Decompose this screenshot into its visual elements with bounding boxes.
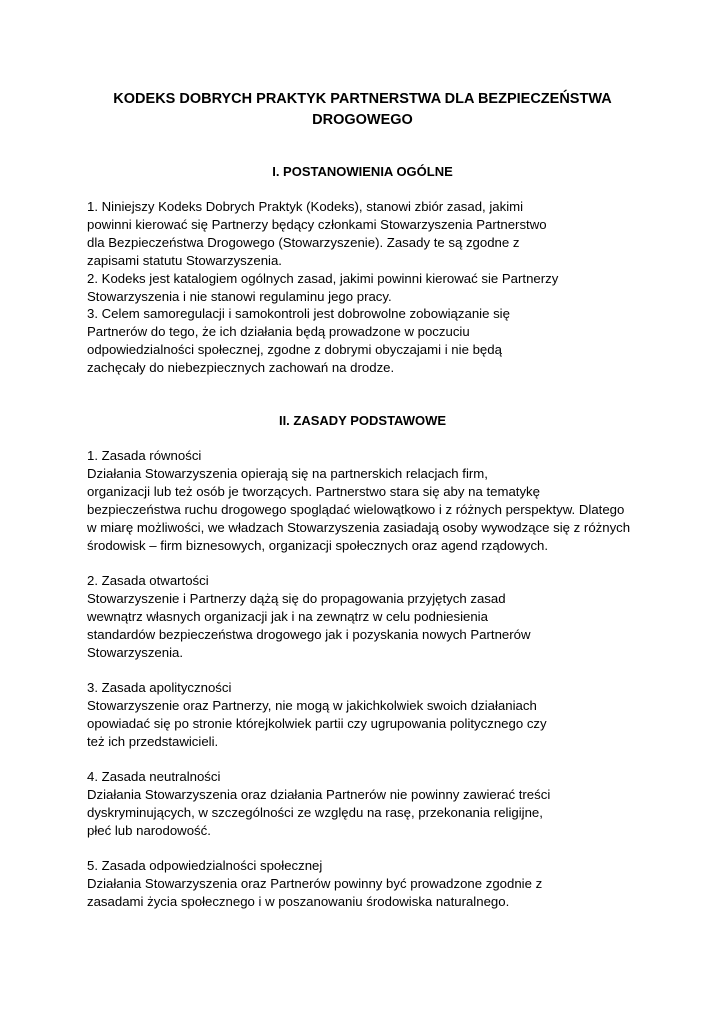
document-title xyxy=(90,89,635,131)
title-line: DROGOWEGO xyxy=(312,112,413,128)
principle-title: 1. Zasada równości xyxy=(87,448,202,463)
text-line: 3. Celem samoregulacji i samokontroli jest dobrowolne zobowiązanie się xyxy=(87,306,510,322)
principle-title: 5. Zasada odpowiedzialności społecznej xyxy=(87,858,323,873)
principle-title: 2. Zasada otwartości xyxy=(87,573,209,588)
text-line: bezpieczeństwa ruchu drogowego spoglądać wielowątkowo i z różnych perspektyw. Dlatego xyxy=(87,501,625,517)
principle-openness xyxy=(87,572,647,662)
principle-equality xyxy=(87,447,647,554)
principle-neutrality xyxy=(87,768,647,840)
principle-title: 4. Zasada neutralności xyxy=(87,769,221,784)
text-line: Stowarzyszenie i Partnerzy dążą się do propagowania przyjętych zasad xyxy=(87,590,506,606)
text-line: dyskryminujących, w szczególności ze względu na rasę, przekonania religijne, xyxy=(87,804,543,820)
text-line: płeć lub narodowość. xyxy=(87,822,211,838)
text-line: dla Bezpieczeństwa Drogowego (Stowarzyszenie). Zasady te są zgodne z xyxy=(87,234,520,250)
principle-social-responsibility xyxy=(87,857,647,911)
text-line: 2. Kodeks jest katalogiem ogólnych zasad, jakimi powinni kierować sie Partnerzy xyxy=(87,270,559,286)
text-line: zasadami życia społecznego i w poszanowaniu środowiska naturalnego. xyxy=(87,893,510,909)
text-line: zapisami statutu Stowarzyszenia. xyxy=(87,252,282,268)
text-line: w miarę możliwości, we władzach Stowarzyszenia zasiadają osoby wywodzące się z różnych xyxy=(87,519,631,535)
text-line: opowiadać się po stronie którejkolwiek partii czy ugrupowania politycznego czy xyxy=(87,715,547,731)
text-line: Stowarzyszenie oraz Partnerzy, nie mogą w jakichkolwiek swoich działaniach xyxy=(87,697,537,713)
text-line: powinni kierować się Partnerzy będący członkami Stowarzyszenia Partnerstwo xyxy=(87,216,547,232)
text-line: Stowarzyszenia i nie stanowi regulaminu jego pracy. xyxy=(87,288,392,304)
text-line: Działania Stowarzyszenia oraz Partnerów powinny być prowadzone zgodnie z xyxy=(87,875,543,891)
section-heading-basic-principles: II. ZASADY PODSTAWOWE xyxy=(278,413,447,428)
text-line: zachęcały do niebezpiecznych zachowań na drodze. xyxy=(87,360,395,376)
section-heading-general-provisions: I. POSTANOWIENIA OGÓLNE xyxy=(272,164,453,179)
text-line: organizacji lub też osób je tworzących. Partnerstwo stara się aby na tematykę xyxy=(87,483,540,499)
text-line: 1. Niniejszy Kodeks Dobrych Praktyk (Kodeks), stanowi zbiór zasad, jakimi xyxy=(87,199,524,214)
principle-apoliticality xyxy=(87,679,647,751)
section-general-provisions-text xyxy=(87,198,647,377)
text-line: też ich przedstawicieli. xyxy=(87,733,219,749)
text-line: środowisk – firm biznesowych, organizacji społecznych oraz agend rządowych. xyxy=(87,537,549,553)
text-line: odpowiedzialności społecznej, zgodne z dobrymi obyczajami i nie będą xyxy=(87,342,502,358)
text-line: Działania Stowarzyszenia oraz działania Partnerów nie powinny zawierać treści xyxy=(87,786,551,802)
text-line: wewnątrz własnych organizacji jak i na zewnątrz w celu podniesienia xyxy=(87,608,488,624)
text-line: standardów bezpieczeństwa drogowego jak i pozyskania nowych Partnerów xyxy=(87,626,531,642)
text-line: Stowarzyszenia. xyxy=(87,644,184,660)
principle-title: 3. Zasada apolityczności xyxy=(87,680,232,695)
title-line: KODEKS DOBRYCH PRAKTYK PARTNERSTWA DLA BEZPIECZEŃSTWA xyxy=(113,91,612,107)
text-line: Działania Stowarzyszenia opierają się na partnerskich relacjach firm, xyxy=(87,465,488,481)
text-line: Partnerów do tego, że ich działania będą prowadzone w poczuciu xyxy=(87,324,470,340)
